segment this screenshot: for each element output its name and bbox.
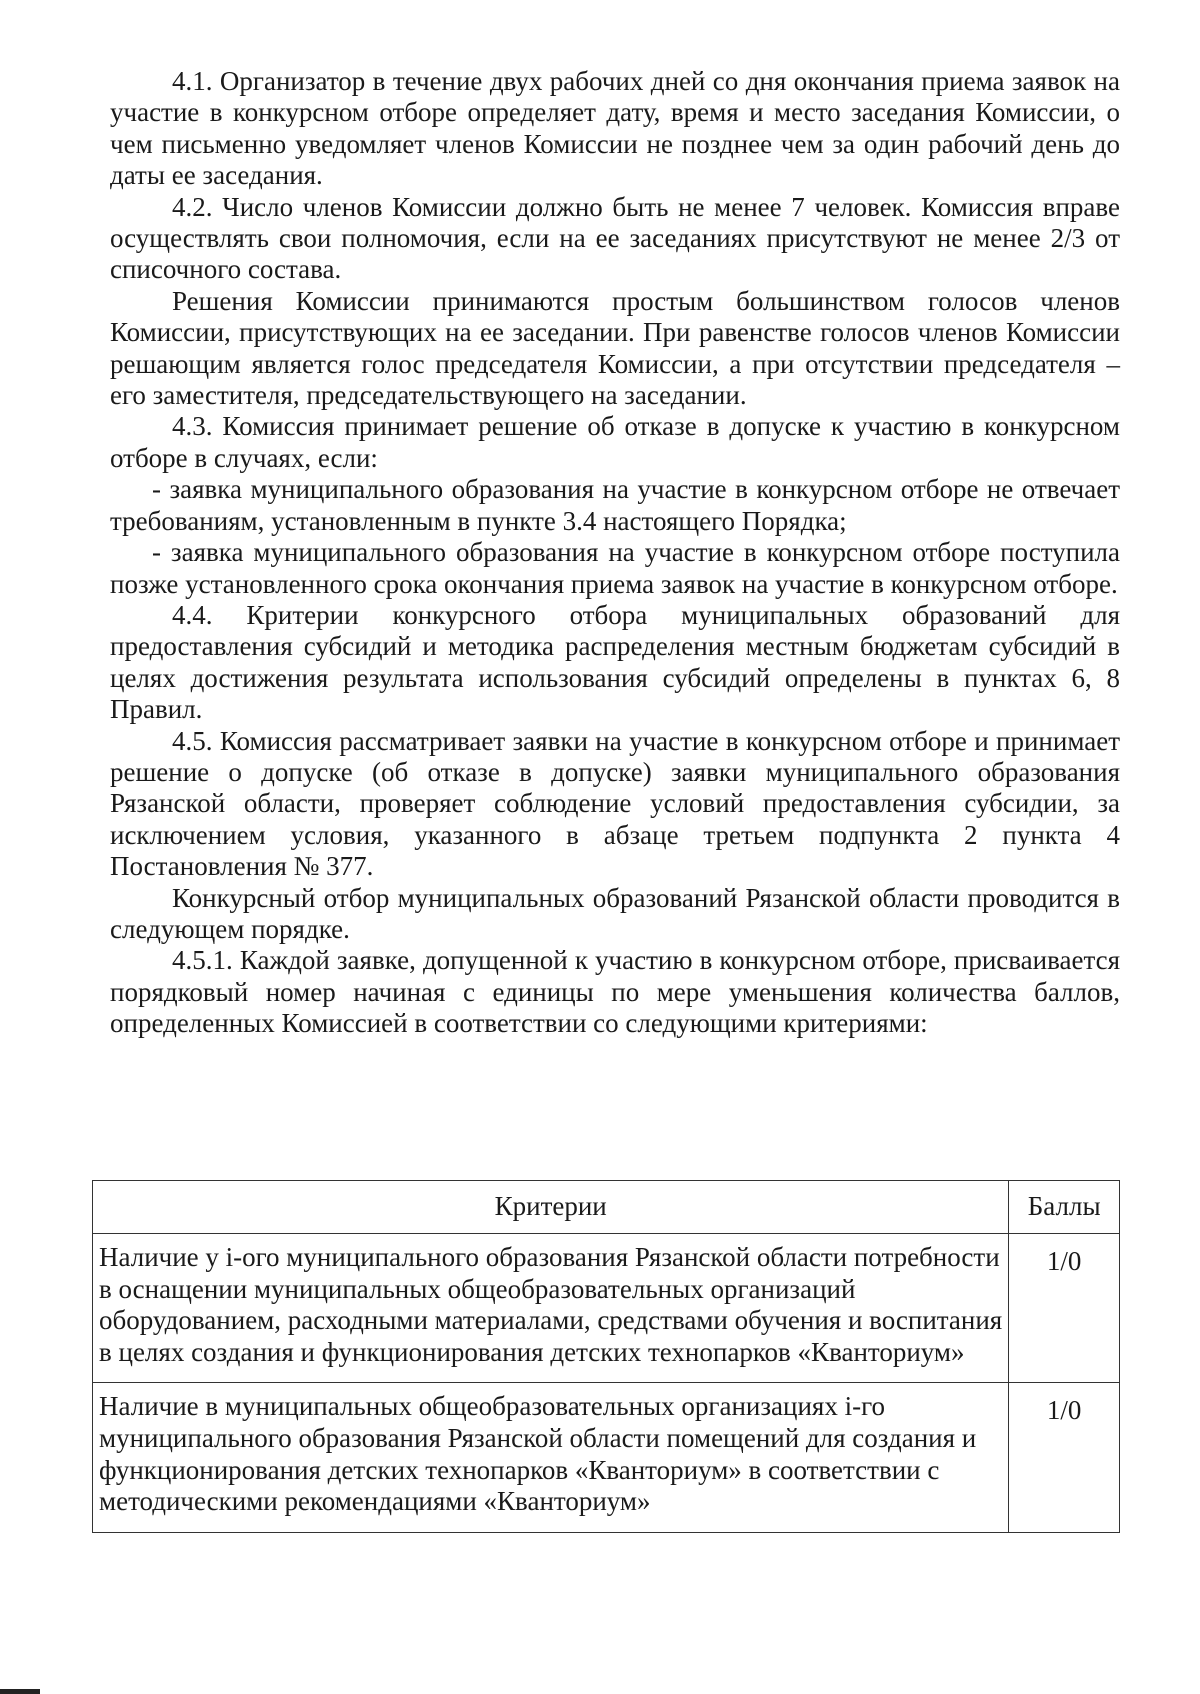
scan-edge-mark bbox=[0, 1689, 40, 1694]
list-item-late-submission: - заявка муниципального образования на участие в конкурсном отборе поступила позже установленного срока окончания приема заявок на участие в конкурсном отборе. bbox=[110, 537, 1120, 599]
paragraph-4-5: 4.5. Комиссия рассматривает заявки на участие в конкурсном отборе и принимает решение о допуске (об отказе в допуске) заявки муниципального образования Рязанской области, проверяет соблюдение условий предоставления субсидии, за исключением условия, указанного в абзаце третьем подпункта 2 пункта 4 Постановления № 377. bbox=[110, 725, 1120, 882]
list-item-requirements: - заявка муниципального образования на участие в конкурсном отборе не отвечает требованиям, установленным в пункте 3.4 настоящего Порядка; bbox=[110, 474, 1120, 536]
document-body bbox=[110, 66, 1120, 1040]
header-points: Баллы bbox=[1009, 1181, 1120, 1234]
paragraph-4-3: 4.3. Комиссия принимает решение об отказе в допуске к участию в конкурсном отборе в случаях, если: bbox=[110, 411, 1120, 473]
paragraph-4-2: 4.2. Число членов Комиссии должно быть не менее 7 человек. Комиссия вправе осуществлять свои полномочия, если на ее заседаниях присутствуют не менее 2/3 от списочного состава. bbox=[110, 191, 1120, 285]
table-row bbox=[93, 1234, 1120, 1383]
criteria-table bbox=[92, 1180, 1120, 1533]
paragraph-decisions: Решения Комиссии принимаются простым большинством голосов членов Комиссии, присутствующих на ее заседании. При равенстве голосов членов Комиссии решающим является голос председателя Комиссии, а при отсутствии председателя – его заместителя, председательствующего на заседании. bbox=[110, 285, 1120, 411]
paragraph-4-4: 4.4. Критерии конкурсного отбора муниципальных образований для предоставления субсидий и методика распределения местным бюджетам субсидий в целях достижения результата использования субсидий определены в пунктах 6, 8 Правил. bbox=[110, 599, 1120, 725]
points-cell: 1/0 bbox=[1009, 1383, 1120, 1532]
paragraph-selection-order: Конкурсный отбор муниципальных образований Рязанской области проводится в следующем порядке. bbox=[110, 882, 1120, 944]
criterion-cell: Наличие у i-ого муниципального образования Рязанской области потребности в оснащении муниципальных общеобразовательных организаций оборудованием, расходными материалами, средствами обучения и воспитания в целях создания и функционирования детских технопарков «Кванториум» bbox=[93, 1234, 1009, 1383]
criterion-cell: Наличие в муниципальных общеобразовательных организациях i-го муниципального образования Рязанской области помещений для создания и функционирования детских технопарков «Кванториум» в соответствии с методическими рекомендациями «Кванториум» bbox=[93, 1383, 1009, 1532]
table-header-row bbox=[93, 1181, 1120, 1234]
points-cell: 1/0 bbox=[1009, 1234, 1120, 1383]
table-row bbox=[93, 1383, 1120, 1532]
paragraph-4-1: 4.1. Организатор в течение двух рабочих дней со дня окончания приема заявок на участие в конкурсном отборе определяет дату, время и место заседания Комиссии, о чем письменно уведомляет членов Комиссии не позднее чем за один рабочий день до даты ее заседания. bbox=[110, 66, 1120, 191]
paragraph-4-5-1: 4.5.1. Каждой заявке, допущенной к участию в конкурсном отборе, присваивается порядковый номер начиная с единицы по мере уменьшения количества баллов, определенных Комиссией в соответствии со следующими критериями: bbox=[110, 945, 1120, 1039]
header-criteria: Критерии bbox=[93, 1181, 1009, 1234]
